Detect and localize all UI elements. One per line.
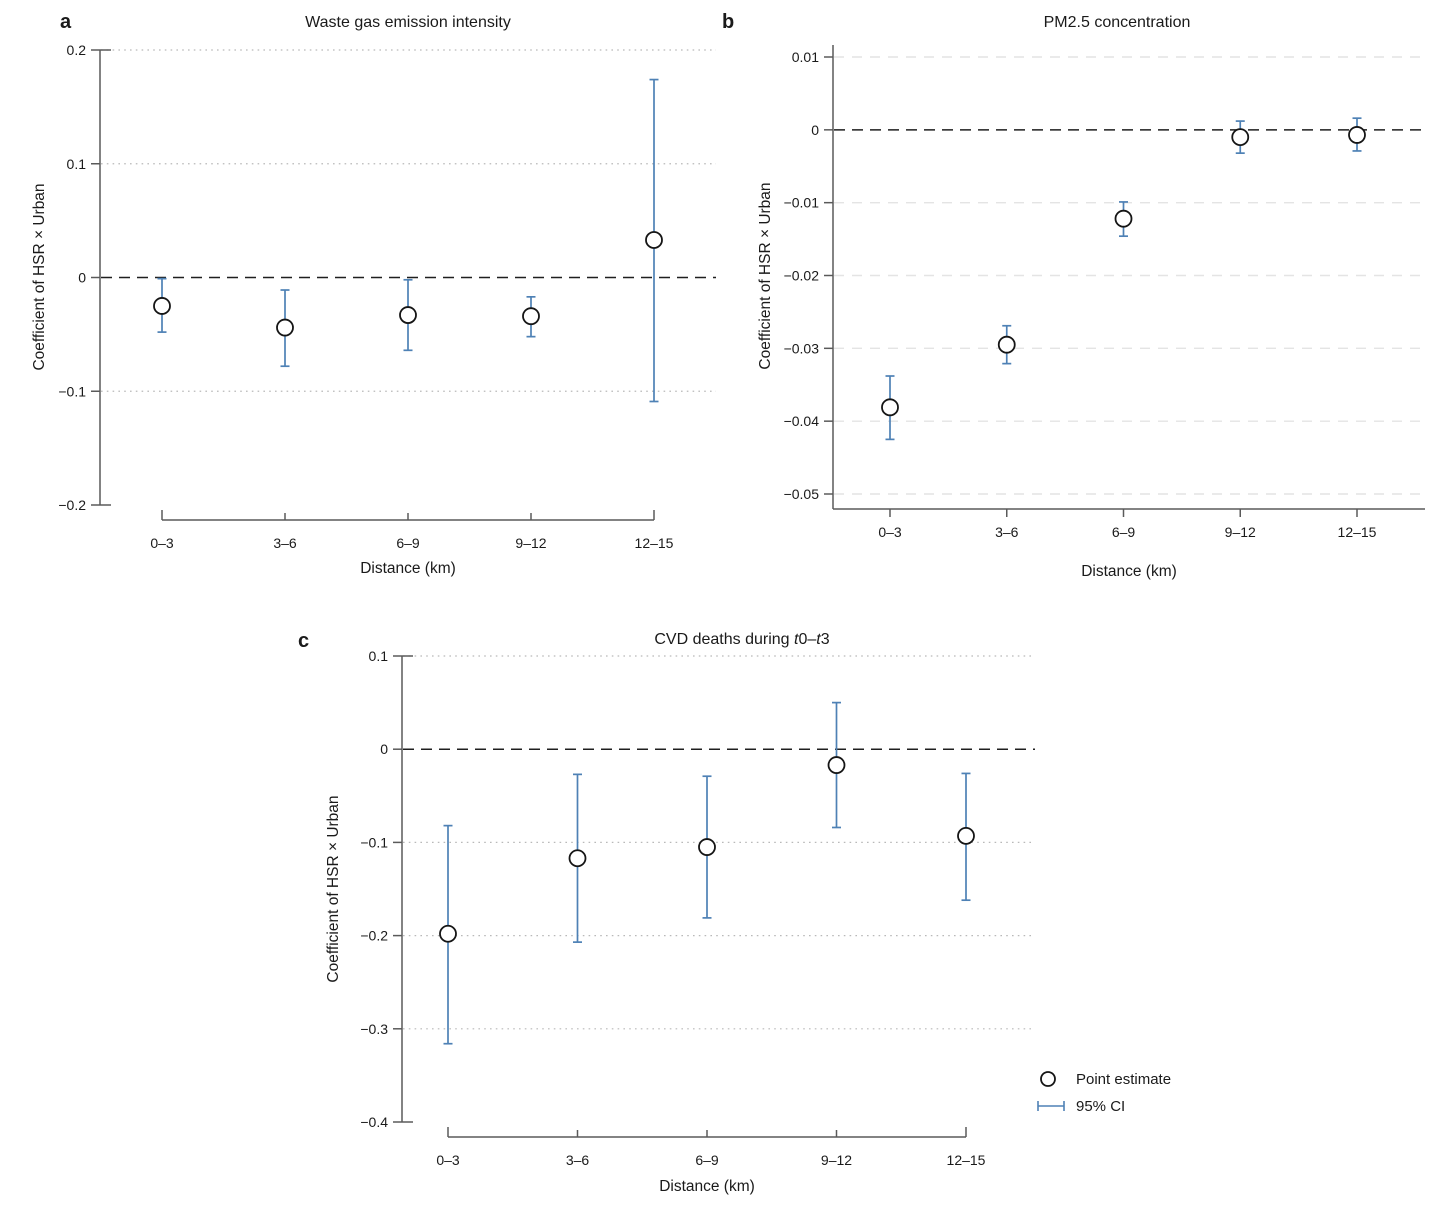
chart-legend [1034, 1070, 1171, 1115]
legend-item-ci [1034, 1097, 1171, 1115]
y-tick-label: 0.2 [66, 42, 86, 58]
point-marker [400, 307, 416, 323]
x-tick-label: 6–9 [1111, 524, 1136, 540]
y-tick-label: −0.02 [783, 267, 819, 284]
x-tick-label: 3–6 [995, 524, 1019, 540]
panel-title-part: 3 [820, 631, 830, 648]
x-tick-label: 3–6 [273, 535, 297, 551]
point-marker [958, 828, 974, 844]
panel-c [298, 630, 1035, 1195]
legend-label-ci: 95% CI [1076, 1097, 1126, 1115]
panel-title: PM2.5 concentration [1043, 14, 1191, 31]
y-tick-label: −0.01 [783, 194, 819, 211]
y-tick-label: −0.1 [360, 834, 388, 851]
x-tick-label: 6–9 [396, 535, 420, 551]
point-marker [523, 308, 539, 324]
panel-title-part: t [816, 631, 821, 648]
panel-letter: c [298, 630, 310, 652]
x-tick-label: 3–6 [565, 1152, 590, 1168]
point-estimate-icon [1034, 1070, 1066, 1088]
y-axis-label: Coefficient of HSR × Urban [325, 795, 342, 983]
error-bars [158, 80, 659, 402]
x-tick-label: 9–12 [1224, 524, 1256, 540]
x-axis-label: Distance (km) [1081, 563, 1177, 580]
x-tick-label: 12–15 [1337, 524, 1377, 540]
y-tick-label: −0.3 [360, 1020, 388, 1037]
panel-a [31, 11, 716, 577]
point-marker [646, 232, 662, 248]
x-tick-label: 0–3 [436, 1152, 460, 1168]
y-tick-label: −0.03 [783, 340, 819, 357]
panel-title: Waste gas emission intensity [305, 14, 511, 31]
x-tick-label: 0–3 [878, 524, 902, 540]
gridlines [834, 57, 1425, 494]
point-marker [1116, 211, 1132, 227]
legend-label-point-estimate: Point estimate [1076, 1070, 1172, 1088]
panel-title-part: CVD deaths during [654, 631, 795, 648]
point-marker [999, 337, 1015, 353]
legend-circle-glyph [1041, 1072, 1055, 1086]
y-axis [784, 45, 833, 509]
x-tick-label: 12–15 [946, 1152, 986, 1168]
x-axis [833, 509, 1425, 540]
y-tick-label: 0.1 [368, 648, 388, 664]
x-axis-label: Distance (km) [659, 1178, 755, 1195]
x-tick-label: 9–12 [515, 535, 547, 551]
point-marker [829, 757, 845, 773]
y-tick-label: 0 [78, 269, 86, 286]
y-tick-label: 0 [811, 121, 819, 138]
y-tick-label: −0.04 [783, 413, 819, 430]
y-tick-label: −0.2 [58, 497, 86, 513]
panel-title-part: 0– [798, 631, 817, 648]
x-axis-label: Distance (km) [360, 560, 456, 577]
x-tick-label: 0–3 [150, 535, 174, 551]
panel-title-part: t [794, 631, 799, 648]
y-axis [360, 648, 413, 1130]
panel-title [654, 631, 829, 648]
error-bars [444, 703, 971, 1044]
y-axis-label: Coefficient of HSR × Urban [31, 183, 48, 371]
x-axis [150, 510, 673, 551]
gridlines [403, 656, 1035, 1029]
legend-item-point-estimate [1034, 1070, 1171, 1088]
panel-letter: b [722, 11, 735, 33]
x-tick-label: 6–9 [695, 1152, 719, 1168]
point-marker [440, 926, 456, 942]
y-tick-label: −0.2 [360, 927, 388, 944]
y-tick-label: 0.1 [66, 155, 86, 172]
ci-icon [1034, 1097, 1066, 1115]
point-marker [1349, 127, 1365, 143]
point-markers [882, 127, 1365, 415]
point-marker [1232, 129, 1248, 145]
point-marker [882, 399, 898, 415]
panel-b [722, 11, 1425, 580]
x-axis [436, 1127, 985, 1168]
point-marker [570, 850, 586, 866]
point-marker [154, 298, 170, 314]
x-tick-label: 9–12 [820, 1152, 853, 1168]
point-marker [277, 320, 293, 336]
point-marker [699, 839, 715, 855]
error-bars [886, 118, 1362, 439]
y-axis-label: Coefficient of HSR × Urban [757, 182, 774, 370]
y-tick-label: 0 [380, 741, 388, 758]
y-tick-label: −0.1 [58, 383, 86, 400]
y-tick-label: 0.01 [791, 49, 819, 65]
x-tick-label: 12–15 [634, 535, 674, 551]
y-tick-label: −0.4 [360, 1114, 388, 1130]
panel-letter: a [60, 11, 72, 33]
y-tick-label: −0.05 [783, 486, 819, 502]
